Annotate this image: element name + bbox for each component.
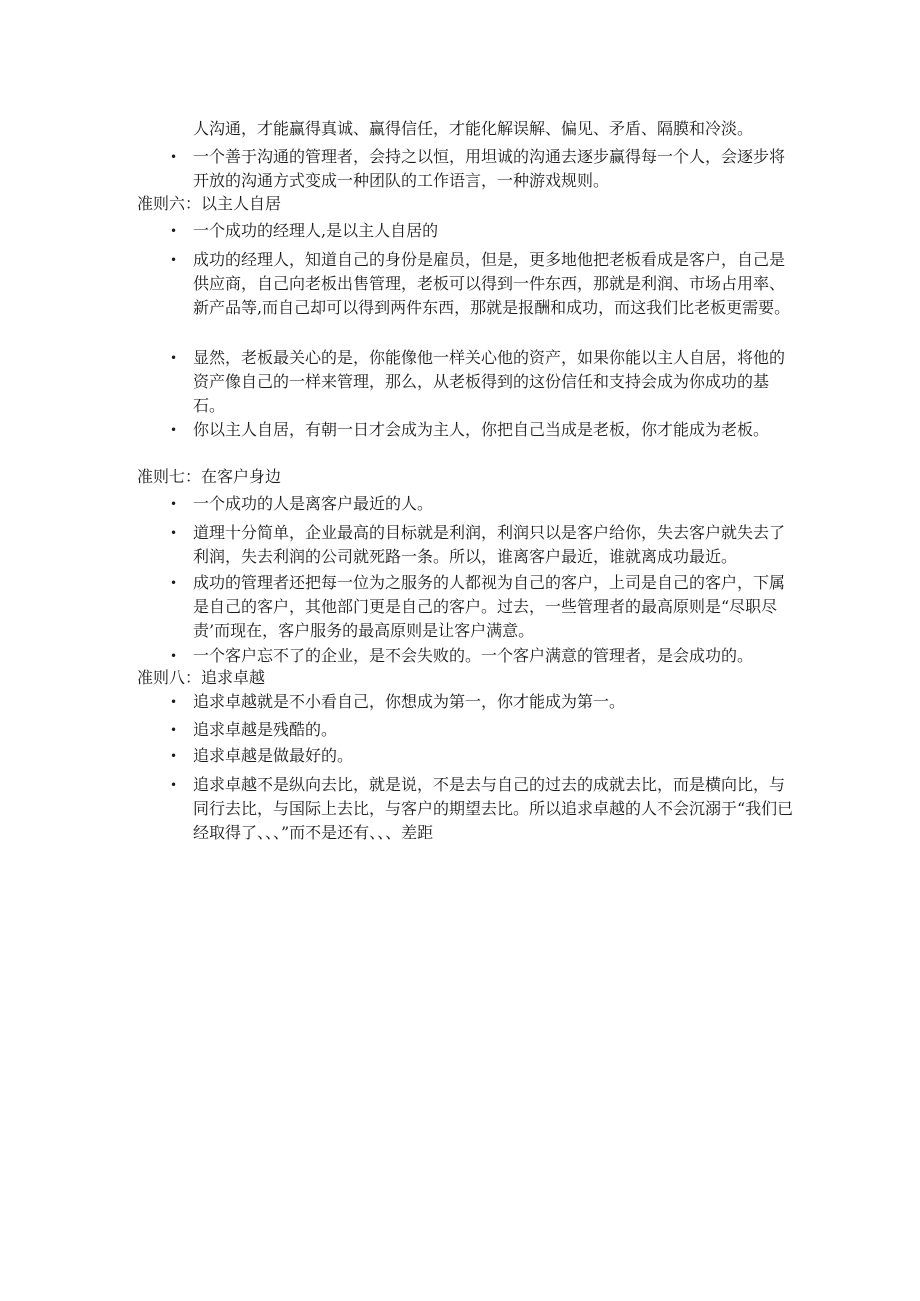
bullet-text: 显然，老板最关心的是，你能像他一样关心他的资产，如果你能以主人自居，将他的资产像自己的一样来管理，那么，从老板得到的这份信任和支持会成为你成功的基石。 xyxy=(193,348,786,415)
bullet-text: 追求卓越是残酷的。 xyxy=(193,720,338,739)
bullet-dot: • xyxy=(170,224,178,238)
bullet-text: 一个客户忘不了的企业，是不会失败的。一个客户满意的管理者，是会成功的。 xyxy=(193,646,754,665)
bullet-text: 追求卓越不是纵向去比，就是说，不是去与自己的过去的成就去比，而是横向比，与同行去比，与国际上去比，与客户的期望去比。所以追求卓越的人不会沉溺于“我们已经取得了、、、”而不是还有、、、差距 xyxy=(193,775,794,842)
bullet-dot: • xyxy=(170,576,178,590)
bullet-dot: • xyxy=(170,778,178,792)
bullet-dot: • xyxy=(170,423,178,437)
bullet-dot: • xyxy=(170,150,178,164)
bullet-dot: • xyxy=(170,526,178,540)
section-heading: 准则八：追求卓越 xyxy=(137,668,266,687)
continuation-line: 人沟通，才能赢得真诚、赢得信任，才能化解误解、偏见、矛盾、隔膜和冷淡。 xyxy=(193,119,754,138)
bullet-dot: • xyxy=(170,649,178,663)
bullet-text: 成功的经理人，知道自己的身份是雇员，但是，更多地他把老板看成是客户，自己是供应商，自己向老板出售管理，老板可以得到一件东西，那就是利润、市场占用率、新产品等,而自己却可以得到两件东西，那就是报酬和成功，而这我们比老板更需要。 xyxy=(193,250,791,317)
bullet-text: 一个成功的人是离客户最近的人。 xyxy=(193,494,434,513)
bullet-text: 追求卓越是做最好的。 xyxy=(193,746,354,765)
bullet-text: 成功的管理者还把每一位为之服务的人都视为自己的客户，上司是自己的客户，下属是自己的客户，其他部门更是自己的客户。过去，一些管理者的最高原则是“尽职尽责’而现在，客户服务的最高原则是让客户满意。 xyxy=(193,573,786,640)
section-heading: 准则六：以主人自居 xyxy=(137,194,282,213)
bullet-text: 道理十分简单，企业最高的目标就是利润，利润只以是客户给你，失去客户就失去了利润，失去利润的公司就死路一条。所以，谁离客户最近，谁就离成功最近。 xyxy=(193,523,786,566)
bullet-dot: • xyxy=(170,497,178,511)
bullet-dot: • xyxy=(170,253,178,267)
bullet-dot: • xyxy=(170,695,178,709)
bullet-text: 追求卓越就是不小看自己，你想成为第一，你才能成为第一。 xyxy=(193,692,626,711)
bullet-dot: • xyxy=(170,723,178,737)
bullet-text: 一个善于沟通的管理者，会持之以恒，用坦诚的沟通去逐步赢得每一个人，会逐步将开放的沟通方式变成一种团队的工作语言，一种游戏规则。 xyxy=(193,147,786,190)
bullet-text: 你以主人自居，有朝一日才会成为主人，你把自己当成是老板，你才能成为老板。 xyxy=(193,420,770,439)
section-heading: 准则七：在客户身边 xyxy=(137,467,282,486)
bullet-dot: • xyxy=(170,351,178,365)
bullet-dot: • xyxy=(170,749,178,763)
bullet-text: 一个成功的经理人,是以主人自居的 xyxy=(193,221,439,240)
